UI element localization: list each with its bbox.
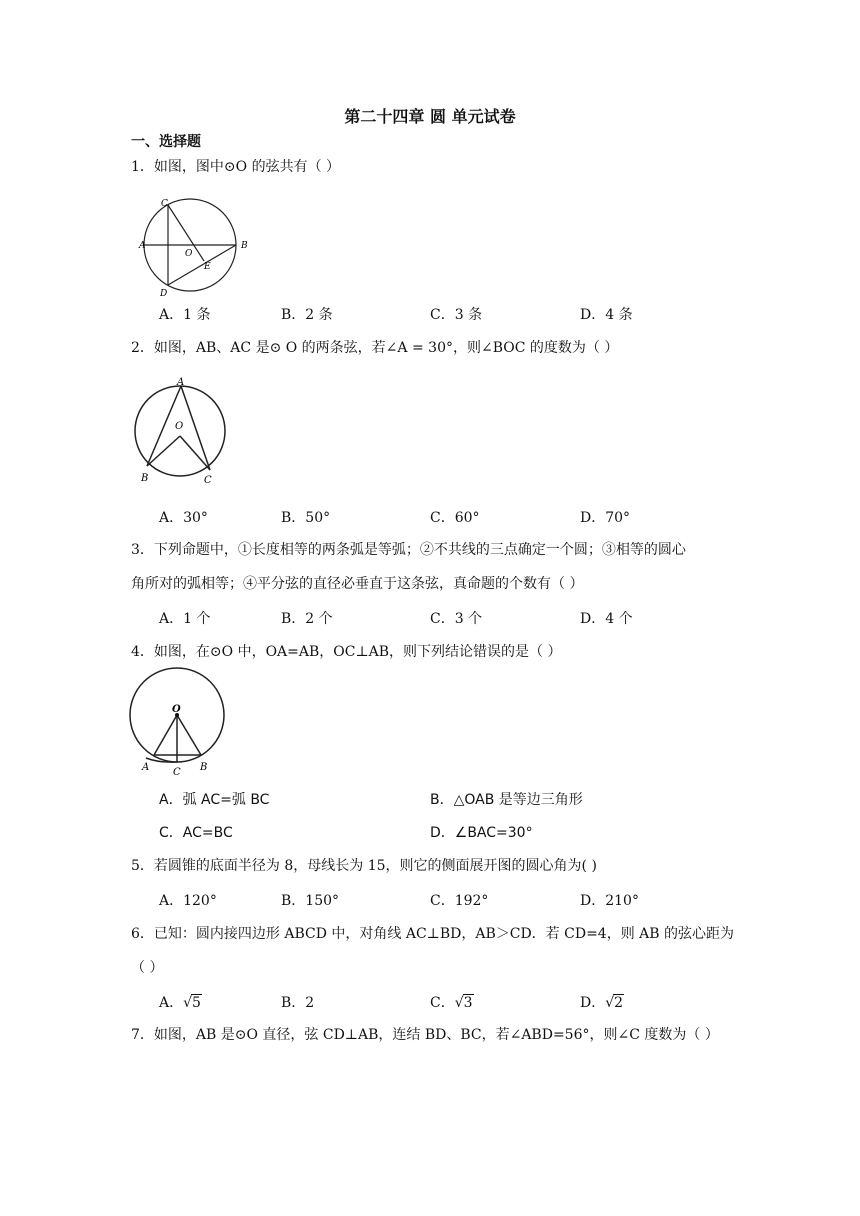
question-3-stem-line-1: 3．下列命题中，①长度相等的两条弧是等弧；②不共线的三点确定一个圆；③相等的圆心 <box>131 542 686 558</box>
fig1-label-e: E <box>204 262 211 272</box>
sqrt-icon: √3 <box>454 995 473 1011</box>
q1-option-c: C．3 条 <box>430 307 483 323</box>
q4-option-a: A．弧 AC=弧 BC <box>159 792 270 808</box>
question-5-stem: 5．若圆锥的底面半径为 8，母线长为 15，则它的侧面展开图的圆心角为( ) <box>131 858 597 874</box>
q6-option-d-radicand: 2 <box>614 995 624 1011</box>
q1-option-a: A．1 条 <box>159 307 211 323</box>
q6-option-c <box>430 992 474 1012</box>
q2-option-b: B．50° <box>281 510 331 526</box>
question-4-figure <box>126 666 230 780</box>
q3-option-d: D．4 个 <box>580 611 633 627</box>
q3-option-b: B．2 个 <box>281 611 333 627</box>
q5-option-d: D．210° <box>580 893 639 909</box>
q5-option-b: B．150° <box>281 893 340 909</box>
fig1-label-c: C <box>161 199 168 209</box>
sqrt-icon: √2 <box>605 995 624 1011</box>
q6-option-c-prefix: C． <box>430 995 455 1011</box>
question-1-figure <box>138 193 254 303</box>
fig4-label-o: O <box>172 704 181 715</box>
fig2-label-b: B <box>141 473 149 484</box>
q3-option-c: C．3 个 <box>430 611 483 627</box>
q5-option-c: C．192° <box>430 893 489 909</box>
q3-option-a: A．1 个 <box>159 611 211 627</box>
q1-option-b: B．2 条 <box>281 307 333 323</box>
fig2-label-a: A <box>177 377 185 388</box>
fig4-label-b: B <box>200 762 208 773</box>
q4-option-d: D．∠BAC=30° <box>430 825 533 841</box>
question-6-stem-line-2: （ ） <box>131 960 164 976</box>
q6-option-b-value: 2 <box>305 995 315 1011</box>
sqrt-icon: √5 <box>183 995 201 1011</box>
fig2-label-o: O <box>175 421 184 432</box>
q5-option-a: A．120° <box>159 893 217 909</box>
q6-option-a-radicand: 5 <box>192 995 201 1011</box>
question-2-figure <box>133 374 229 486</box>
question-7-stem: 7．如图，AB 是⊙O 直径，弦 CD⊥AB，连结 BD、BC，若∠ABD=56°，则∠C 度数为（ ） <box>131 1027 719 1043</box>
question-3-stem-line-2: 角所对的弧相等；④平分弦的直径必垂直于这条弦，真命题的个数有（ ） <box>131 576 584 592</box>
fig4-label-c: C <box>173 767 181 778</box>
q6-option-c-radicand: 3 <box>463 995 473 1011</box>
q6-option-b-prefix: B． <box>281 995 306 1011</box>
fig1-label-b: B <box>241 241 248 251</box>
fig2-label-c: C <box>204 475 212 486</box>
fig1-label-d: D <box>160 289 168 299</box>
section-heading: 一、选择题 <box>131 134 201 150</box>
fig1-label-a: A <box>139 241 146 251</box>
fig1-label-o: O <box>185 249 193 259</box>
q6-option-a-prefix: A． <box>159 995 184 1011</box>
q6-option-d <box>580 992 624 1012</box>
question-2-stem: 2．如图，AB、AC 是⊙ O 的两条弦，若∠A = 30°，则∠BOC 的度数为（ ） <box>131 340 619 356</box>
question-6-stem-line-1: 6．已知：圆内接四边形 ABCD 中，对角线 AC⊥BD，AB＞CD．若 CD=4，则 AB 的弦心距为 <box>131 926 735 942</box>
q1-option-d: D．4 条 <box>580 307 633 323</box>
q6-option-b <box>281 992 314 1012</box>
q2-option-c: C．60° <box>430 510 480 526</box>
q4-option-b: B．△OAB 是等边三角形 <box>430 792 583 808</box>
fig4-label-a: A <box>142 762 150 773</box>
page-title: 第二十四章 圆 单元试卷 <box>344 107 516 126</box>
q6-option-d-prefix: D． <box>580 995 606 1011</box>
q2-option-a: A．30° <box>159 510 208 526</box>
question-1-stem: 1．如图，图中⊙O 的弦共有（ ） <box>131 159 341 175</box>
question-4-stem: 4．如图，在⊙O 中，OA=AB，OC⊥AB，则下列结论错误的是（ ） <box>131 644 562 660</box>
q2-option-d: D．70° <box>580 510 631 526</box>
q6-option-a <box>159 992 202 1012</box>
q4-option-c: C．AC=BC <box>159 825 233 841</box>
